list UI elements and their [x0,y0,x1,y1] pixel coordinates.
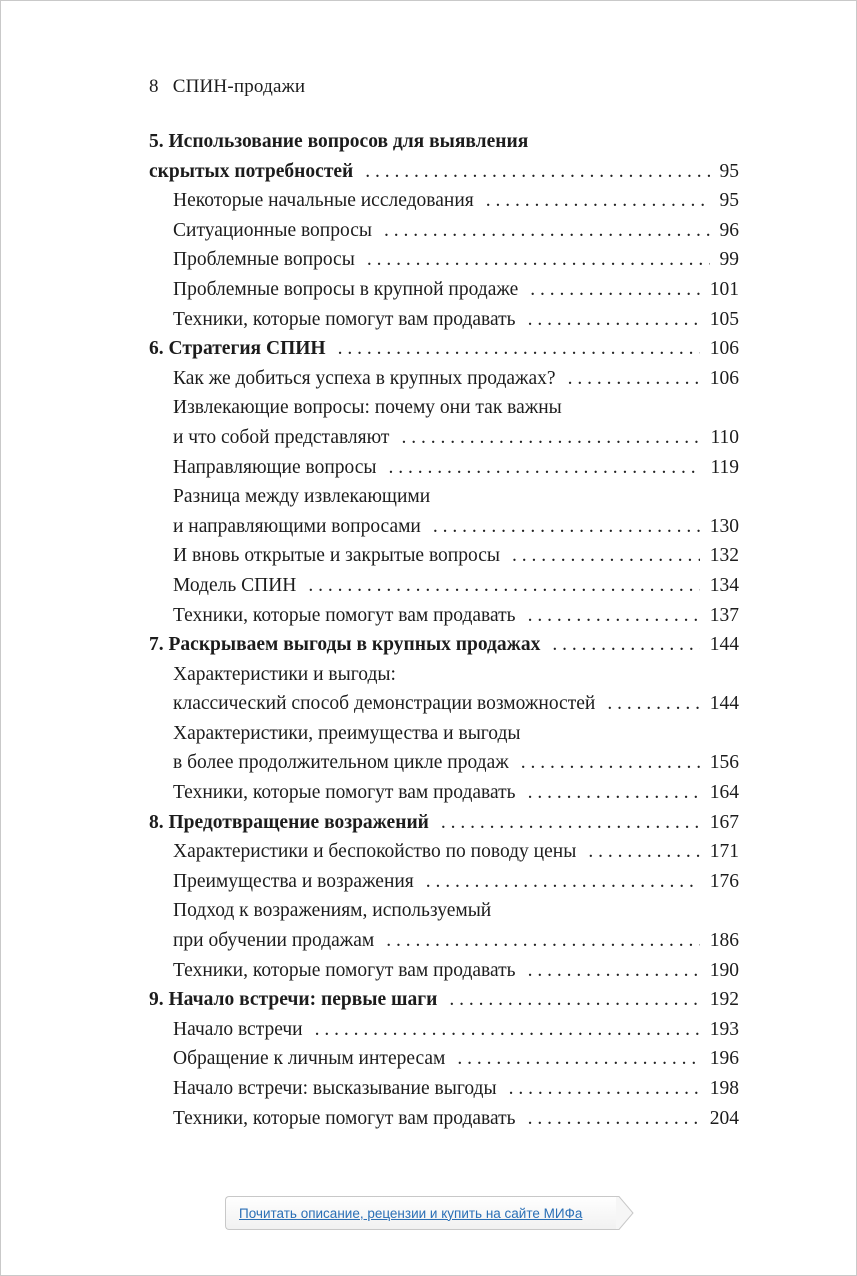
toc-section-line [149,571,739,601]
toc-page-number: 96 [719,219,739,241]
toc-page-number: 101 [709,278,739,300]
toc-entry-title: классический способ демонстрации возможностей [173,693,596,715]
dot-leader [433,512,700,542]
toc-entry-title: скрытых потребностей [149,160,354,182]
toc-section-line [149,275,739,305]
dot-leader [607,689,699,719]
toc-page-number: 164 [709,782,739,804]
toc-section-line [149,867,739,897]
toc-section-line [149,896,739,926]
toc-entry-title: и направляющими вопросами [173,515,421,537]
toc-entry-title: Подход к возражениям, используемый [173,900,492,922]
toc-page-number: 119 [710,456,739,478]
toc-entry-title: Некоторые начальные исследования [173,190,474,212]
toc-entry-title: и что собой представляют [173,426,390,448]
dot-leader [521,748,700,778]
toc-entry-title: Техники, которые помогут вам продавать [173,782,516,804]
dot-leader [528,601,700,631]
dot-leader [384,216,710,246]
toc-section-line [149,837,739,867]
toc-page-number: 192 [709,989,739,1011]
toc-entry-title: Техники, которые помогут вам продавать [173,604,516,626]
toc-entry-title: Как же добиться успеха в крупных продажах? [173,367,556,389]
toc-entry-title: Характеристики и выгоды: [173,663,396,685]
toc-chapter-line [149,157,739,187]
toc-entry-title: Ситуационные вопросы [173,219,372,241]
toc-entry-title: Техники, которые помогут вам продавать [173,308,516,330]
table-of-contents [149,127,739,1133]
toc-entry-title: 8. Предотвращение возражений [149,811,429,833]
toc-entry-title: Извлекающие вопросы: почему они так важны [173,397,562,419]
toc-entry-title: Характеристики и беспокойство по поводу цены [173,841,577,863]
toc-page-number: 137 [709,604,739,626]
dot-leader [457,1044,699,1074]
toc-page-number: 134 [709,574,739,596]
dot-leader [449,985,699,1015]
toc-section-line [149,778,739,808]
toc-chapter-line [149,985,739,1015]
toc-section-line [149,364,739,394]
toc-page-number: 110 [710,426,739,448]
toc-chapter-line [149,127,739,157]
dot-leader [530,275,700,305]
toc-section-line [149,245,739,275]
toc-section-line [149,512,739,542]
toc-entry-title: Характеристики, преимущества и выгоды [173,722,521,744]
toc-page-number: 144 [709,634,739,656]
toc-page-number: 95 [719,190,739,212]
toc-section-line [149,423,739,453]
toc-entry-title: при обучении продажам [173,930,375,952]
toc-section-line [149,186,739,216]
running-head [149,75,305,99]
dot-leader [512,541,700,571]
toc-chapter-line [149,334,739,364]
book-title: СПИН-продажи [172,76,306,97]
toc-section-line [149,393,739,423]
toc-entry-title: 7. Раскрываем выгоды в крупных продажах [149,634,541,656]
dot-leader [568,364,700,394]
toc-entry-title: Направляющие вопросы [173,456,377,478]
dot-leader [365,157,709,187]
toc-page-number: 186 [709,930,739,952]
toc-entry-title: Обращение к личным интересам [173,1048,446,1070]
toc-page-number: 190 [709,959,739,981]
toc-page-number: 99 [719,249,739,271]
toc-page-number: 196 [709,1048,739,1070]
toc-page-number: 105 [709,308,739,330]
toc-page-number: 198 [709,1078,739,1099]
arrow-tag-icon [616,1196,634,1230]
page-number: 8 [149,76,159,97]
toc-section-line [149,748,739,778]
toc-section-line [149,305,739,335]
toc-entry-title: Начало встречи: высказывание выгоды [173,1078,497,1099]
toc-entry-title: И вновь открытые и закрытые вопросы [173,545,500,567]
toc-section-line [149,926,739,956]
toc-entry-title: Начало встречи [173,1018,303,1040]
toc-entry-title: 5. Использование вопросов для выявления [149,131,529,152]
toc-page-number: 193 [709,1018,739,1040]
toc-section-line [149,482,739,512]
dot-leader [552,630,699,660]
toc-section-line [149,956,739,986]
dot-leader [367,245,710,275]
dot-leader [528,778,700,808]
toc-page-number: 130 [709,515,739,537]
toc-page-number: 171 [709,841,739,863]
buy-on-mif-link-label[interactable]: Почитать описание, рецензии и купить на сайте МИФа [239,1205,583,1221]
toc-section-line [149,689,739,719]
dot-leader [401,423,700,453]
toc-page-number: 106 [709,338,739,360]
dot-leader [389,453,701,483]
dot-leader [486,186,710,216]
dot-leader [509,1074,700,1104]
toc-chapter-line [149,808,739,838]
toc-page-number: 106 [709,367,739,389]
dot-leader [315,1015,700,1045]
dot-leader [528,1104,700,1134]
toc-section-line [149,453,739,483]
dot-leader [441,808,700,838]
toc-entry-title: 9. Начало встречи: первые шаги [149,989,438,1011]
toc-section-line [149,1104,739,1134]
toc-section-line [149,1044,739,1074]
dot-leader [588,837,699,867]
toc-entry-title: Проблемные вопросы в крупной продаже [173,278,519,300]
toc-entry-title: Модель СПИН [173,574,297,596]
dot-leader [528,305,700,335]
toc-entry-title: Разница между извлекающими [173,486,431,508]
toc-page-number: 144 [709,693,739,715]
dot-leader [528,956,700,986]
toc-entry-title: Преимущества и возражения [173,870,414,892]
toc-section-line [149,601,739,631]
toc-page-number: 95 [719,160,739,182]
toc-page-number: 176 [709,870,739,892]
toc-page-number: 204 [709,1107,739,1129]
dot-leader [308,571,699,601]
toc-page-number: 167 [709,811,739,833]
buy-on-mif-button[interactable] [225,1196,617,1230]
toc-section-line [149,216,739,246]
toc-section-line [149,1074,739,1104]
toc-section-line [149,1015,739,1045]
toc-section-line [149,719,739,749]
toc-entry-title: 6. Стратегия СПИН [149,338,326,360]
toc-chapter-line [149,630,739,660]
toc-entry-title: Техники, которые помогут вам продавать [173,1107,516,1129]
toc-entry-title: Техники, которые помогут вам продавать [173,959,516,981]
toc-section-line [149,660,739,690]
dot-leader [338,334,700,364]
toc-page-number: 156 [709,752,739,774]
dot-leader [426,867,700,897]
toc-section-line [149,541,739,571]
toc-entry-title: в более продолжительном цикле продаж [173,752,509,774]
toc-entry-title: Проблемные вопросы [173,249,355,271]
toc-page-number: 132 [709,545,739,567]
dot-leader [386,926,700,956]
